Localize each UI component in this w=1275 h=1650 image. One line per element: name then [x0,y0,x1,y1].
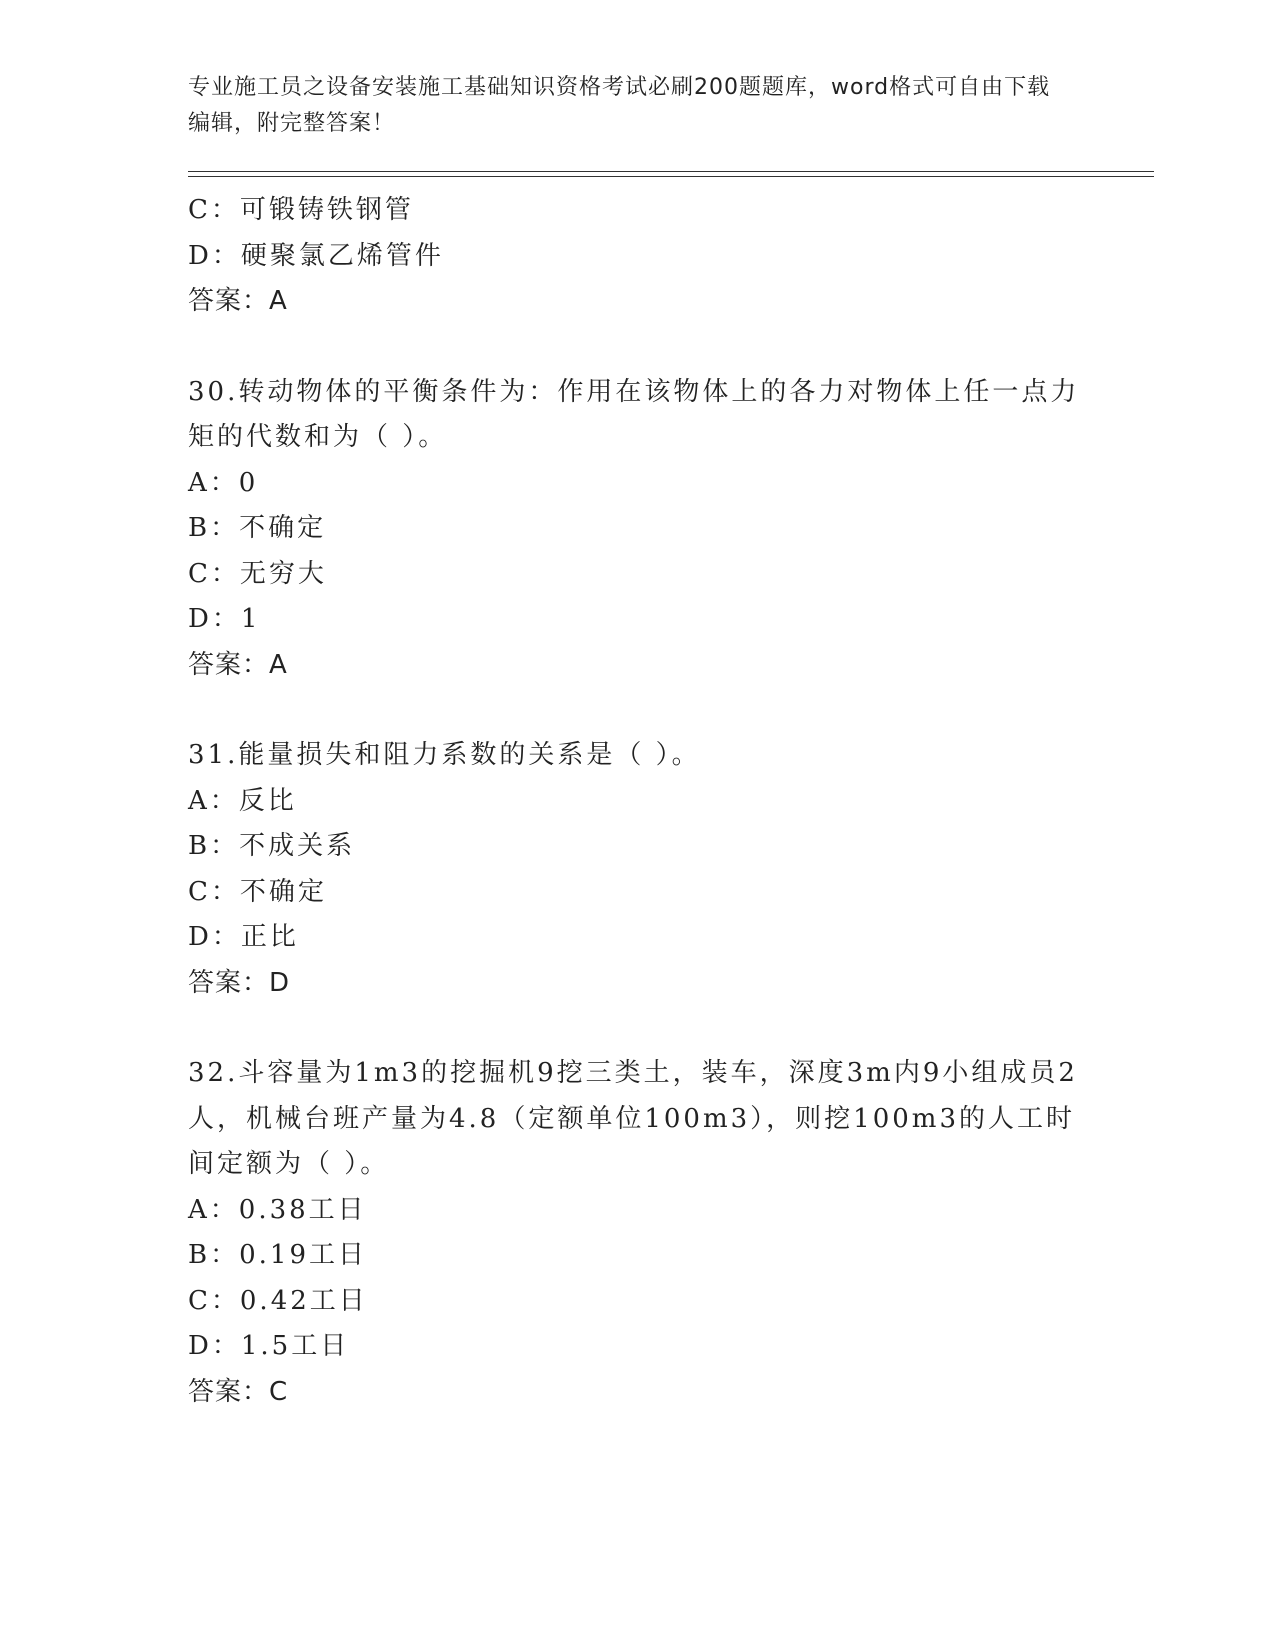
document-body [188,188,1088,1415]
answer: 答案：C [188,1376,289,1407]
header-title: 专业施工员之设备安装施工基础知识资格考试必刷200题题库，word格式可自由下载编辑，附完整答案！ [188,75,1051,136]
option-c: C：不确定 [188,876,327,907]
prev-question-block [188,188,1088,325]
option-c: C：无穷大 [188,558,327,589]
header-rule-top [188,171,1154,172]
option-d: D：正比 [188,922,299,952]
question-text: 31.能量损失和阻力系数的关系是（ ）。 [188,740,701,770]
answer: 答案：A [188,286,288,316]
option-b: B：不成关系 [188,831,356,861]
option-c: C：0.42工日 [188,1285,368,1316]
answer: 答案：D [188,967,291,998]
option-b: B：不确定 [188,513,327,543]
option-a: A：0 [188,467,259,498]
option-d: D：硬聚氯乙烯管件 [188,240,444,271]
option-a: A：反比 [188,785,297,816]
option-d: D：1.5工日 [188,1331,350,1361]
question-32 [188,1051,1088,1415]
question-30 [188,370,1088,689]
option-b: B：0.19工日 [188,1240,367,1270]
answer: 答案：A [188,649,288,680]
option-a: A：0.38工日 [188,1194,367,1225]
page-header [188,70,1068,142]
option-d: D：1 [188,604,261,634]
option-c: C：可锻铸铁钢管 [188,195,414,225]
question-text: 32.斗容量为1m3的挖掘机9挖三类土，装车，深度3m内9小组成员2人，机械台班产量为4.8（定额单位100m3），则挖100m3的人工时间定额为（ ）。 [188,1058,1078,1179]
header-rule-bottom [188,176,1154,177]
question-31 [188,733,1088,1006]
question-text: 30.转动物体的平衡条件为：作用在该物体上的各力对物体上任一点力矩的代数和为（ ）。 [188,376,1080,452]
